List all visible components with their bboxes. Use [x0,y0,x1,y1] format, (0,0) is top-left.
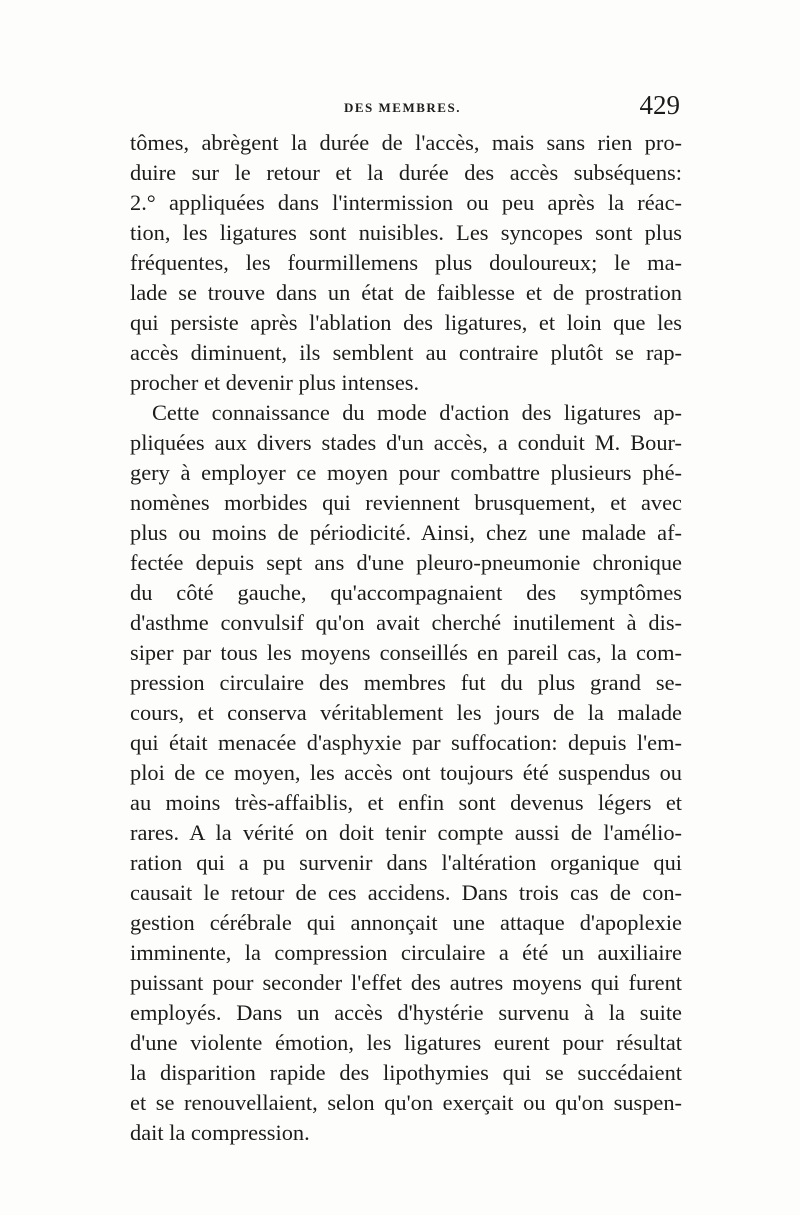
page-header [130,90,680,130]
text-line: Cette connaissance du mode d'action des ligatures ap- [152,400,682,425]
text-line: d'asthme convulsif qu'on avait cherché inutilement à dis- [130,610,682,635]
text-line: d'une violente émotion, les ligatures eurent pour résultat [130,1030,682,1055]
text-line: imminente, la compression circulaire a été un auxiliaire [130,940,682,965]
text-line: pression circulaire des membres fut du plus grand se- [130,670,682,695]
running-head: DES MEMBRES. [344,100,461,115]
text-line: employés. Dans un accès d'hystérie survenu à la suite [130,1000,682,1025]
text-line: rares. A la vérité on doit tenir compte aussi de l'amélio- [130,820,682,845]
text-line: fréquentes, les fourmillemens plus douloureux; le ma- [130,250,682,275]
text-line: gestion cérébrale qui annonçait une attaque d'apoplexie [130,910,682,935]
text-line: et se renouvellaient, selon qu'on exerçait ou qu'on suspen- [130,1090,682,1115]
text-line: accès diminuent, ils semblent au contraire plutôt se rap- [130,340,682,365]
text-line: qui était menacée d'asphyxie par suffocation: depuis l'em- [130,730,682,755]
text-line: dait la compression. [130,1120,310,1145]
text-line: du côté gauche, qu'accompagnaient des symptômes [130,580,682,605]
text-line: lade se trouve dans un état de faiblesse et de prostration [130,280,682,305]
text-line: procher et devenir plus intenses. [130,370,420,395]
text-line: cours, et conserva véritablement les jours de la malade [130,700,682,725]
body-text [130,128,682,1148]
text-line: siper par tous les moyens conseillés en pareil cas, la com- [130,640,682,665]
text-line: qui persiste après l'ablation des ligatures, et loin que les [130,310,682,335]
text-line: au moins très-affaiblis, et enfin sont devenus légers et [130,790,682,815]
page-number: 429 [639,90,680,120]
text-line: ration qui a pu survenir dans l'altération organique qui [130,850,682,875]
text-line: fectée depuis sept ans d'une pleuro-pneumonie chronique [130,550,682,575]
text-line: causait le retour de ces accidens. Dans trois cas de con- [130,880,682,905]
text-line: pliquées aux divers stades d'un accès, a conduit M. Bour- [130,430,682,455]
text-line: puissant pour seconder l'effet des autres moyens qui furent [130,970,682,995]
text-line: la disparition rapide des lipothymies qui se succédaient [130,1060,682,1085]
text-line: tion, les ligatures sont nuisibles. Les syncopes sont plus [130,220,682,245]
text-line: plus ou moins de périodicité. Ainsi, chez une malade af- [130,520,682,545]
text-line: ploi de ce moyen, les accès ont toujours été suspendus ou [130,760,682,785]
text-line: 2.° appliquées dans l'intermission ou peu après la réac- [130,190,682,215]
text-line: tômes, abrègent la durée de l'accès, mais sans rien pro- [130,130,682,155]
text-line: duire sur le retour et la durée des accès subséquens: [130,160,682,185]
text-line: nomènes morbides qui reviennent brusquement, et avec [130,490,682,515]
text-line: gery à employer ce moyen pour combattre plusieurs phé- [130,460,682,485]
